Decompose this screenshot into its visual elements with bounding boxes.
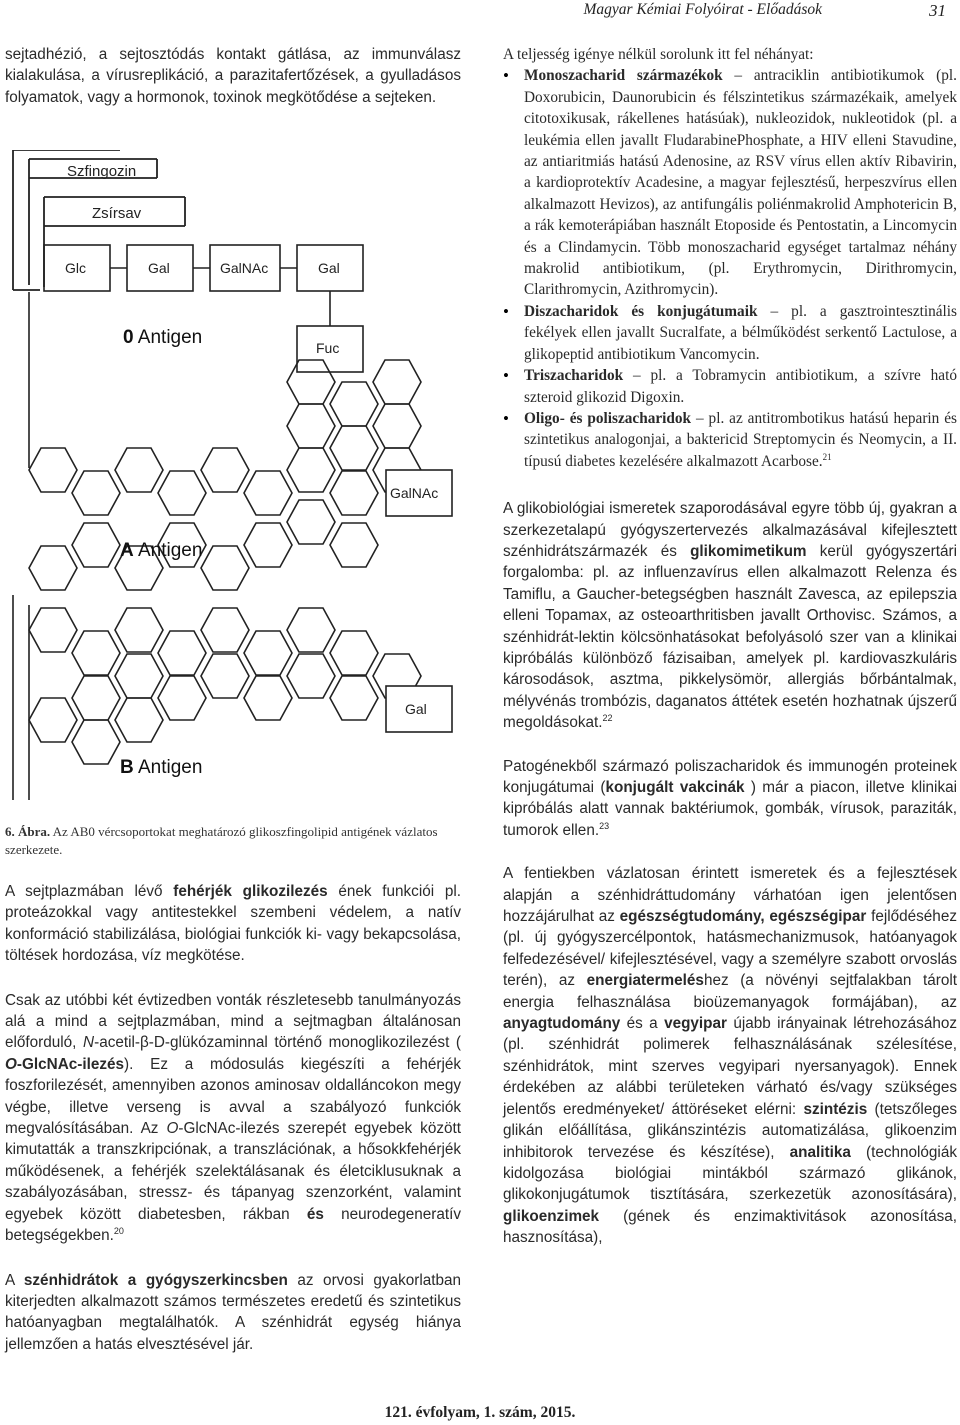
- ref-22: 22: [602, 713, 613, 724]
- glc-label: Glc: [65, 260, 86, 276]
- lower-diagram: [13, 595, 452, 800]
- left-column: [5, 44, 461, 108]
- fuc-label: Fuc: [316, 340, 340, 356]
- figure-caption: [5, 823, 461, 859]
- ref-21: 21: [822, 451, 832, 462]
- galnac-label-2: GalNAc: [390, 485, 439, 501]
- gal-label-3: Gal: [405, 701, 427, 717]
- page-header: [0, 0, 960, 24]
- outlook-paragraph: A fentiekben vázlatosan érintett ismeretek és a fejlesztések alapján a szénhidráttudomány várhatóan igen jelentősen hozzájárulhat az egészségtudomány, egészségipar fejlődéséhez (pl. új gyógyszercélpontok, hatásmechanizmusok, hatóanyagok felfedezésével/ kifejlesztésével, vagy a személyre szabott orvoslás terén), az energiatermeléshez (a növényi sejtfalakban tárolt energia felhasználása bioüzemanyagok formájában), az anyagtudomány és a vegyipar újabb irányainak létrehozásához (pl. szénhidrát polimerek felhasználásának szélesítése, szénhidrátok, mint szerves vegyipari nyersanyagok). Ennek érdekében az alábbi területeken várható és/vagy szükséges jelentős eredményeket/ áttöréseket elérni: szintézis (tetszőleges glikán előállítása, glikánszintézis automatizálása, glikoenzim inhibitorok tervezése és készítése), analitika (technológiák kidolgozása biológiai mintákból származó glikánok, glikokonjugátumok tisztítására, szerkezetük azonosítására), glikoenzimek (gének és enzimaktivitások azonosítása, hasznosítása),: [503, 865, 957, 1247]
- list-intro: A teljesség igénye nélkül sorolunk itt fel néhányat:: [503, 46, 814, 63]
- a-antigen-label: A Antigen: [120, 540, 203, 561]
- figure-caption-label: 6. Ábra.: [5, 824, 51, 839]
- list-item: • Oligo- és poliszacharidok – pl. az antitrombotikus hatású heparin és szintetikus analogonjai, a baktericid Streptomycin és Neomycin, a II. típusú diabetes kezelésére alkalmazott Acarbose.$^{21}$: [503, 408, 957, 472]
- drug-list: [503, 65, 957, 472]
- journal-title: Magyar Kémiai Folyóirat - Előadások: [583, 1, 822, 18]
- upper-diagram: [13, 150, 452, 590]
- intro-paragraph: sejtadhézió, a sejtosztódás kontakt gátlása, az immunválasz kialakulása, a vírusreplikáció, a parazitafertőzések, a gyulladásos folyamatok, vagy a hormonok, toxinok megkötődése a sejteken.: [5, 46, 461, 106]
- o-glcnac-paragraph: Csak az utóbbi két évtizedben vonták részletesebb tanulmányozás alá a mind a sejtplazmában, mind a sejtmagban általánosan előforduló, N-acetil-β-D-glükózaminnal történő monoglikozilezést ( O-GlcNAc-ilezés). Ez a módosulás kiegészíti a fehérjék foszforilezését, amennyiben azonos aminosav oldalláncokon megy végbe, illetve verseng is avval a szabályozó funkciók megvalósításában. Az O-GlcNAc-ilezés szerepét egyebek között kimutatták a transzkripciónak, a transzlációnak, a hősokkfehérjék működésenek, a fehérjék szelektálásanak és életciklusuknak a szabályozásában, stressz- és tápanyag szenzorként, valamint egyebek között diabetesben, rákban és neurodegeneratív betegségekben.$^{20}$: [5, 991, 462, 1245]
- abo-antigen-figure: [0, 150, 470, 810]
- galnac-label-1: GalNAc: [220, 260, 269, 276]
- list-item: • Triszacharidok – pl. a Tobramycin antibiotikum, a szívre ható szteroid glikozid Digoxin.: [503, 365, 957, 408]
- glycosylation-paragraph: A sejtplazmában lévő fehérjék glikozilezés ének funkciói pl. proteázokkal vagy antitestekkel szembeni védelem, a natív konformáció stabilizálása, biológiai funkciók ki- vagy bekapcsolása, töltések hordozása, víz megkötése.: [5, 883, 461, 965]
- drug-carbohydrate-paragraph: A szénhidrátok a gyógyszerkincsben az orvosi gyakorlatban kiterjedten alkalmazott számos természetes eredetű és szintetikus hatóanyagban megtalálhatók. A szénhidrát egység hiánya jellemzően a hatás elvesztésével jár.: [5, 1271, 461, 1353]
- fatty-acid-label: Zsírsav: [92, 205, 142, 222]
- left-paragraphs: [5, 881, 461, 1355]
- ref-23: 23: [599, 820, 610, 831]
- page-number: 31: [929, 1, 946, 20]
- gal-label-1: Gal: [148, 260, 170, 276]
- list-item: • Diszacharidok és konjugátumaik – pl. a gasztrointesztinális fekélyek ellen javallt Sucralfate, a bélműködést serkentő Lactulose, a glikopeptid antibiotikum Vancomycin.: [503, 301, 957, 365]
- figure-caption-text: Az AB0 vércsoportokat meghatározó glikoszfingolipid antigének vázlatos szerkezete.: [5, 824, 438, 857]
- term-carbohydrates-in-drugs: szénhidrátok a gyógyszerkincsben: [23, 1271, 288, 1289]
- antigen-diagram: [0, 150, 470, 810]
- sphingosine-label: Szfingozin: [67, 163, 137, 180]
- b-antigen-label: B Antigen: [120, 757, 203, 778]
- o-antigen-label: 0 Antigen: [123, 327, 203, 348]
- vaccine-paragraph: Patogénekből származó poliszacharidok és immunogén proteinek konjugátumai (konjugált vakcinák ) már a piacon, illetve klinikai kipróbálás alatt vannak baktériumok, gombák, vírusok, paraziták, tumorok ellen.$^{23}$: [503, 757, 957, 839]
- list-item: • Monoszacharid származékok – antraciklin antibiotikumok (pl. Doxorubicin, Daunorubicin és félszintetikus származékaik, amelyek citotoxikusak, rákellenes hatásúak), nukleozidok, nukleotidok (pl. a leukémia ellen javallt FludarabinePhosphate, a HIV elleni Stavudine, az antiaritmiás hatású Adenosine, az RSV vírus ellen aktív Ribavirin, a kardioprotektív Acadesine, a magyar fejlesztésű, herpeszvírus ellen alkalmazott Hevizos), az antifungális poliénmakrolid Amphotericin B, a rák kemoterápiában használt Etoposide és Pentostatin, a Lincomycin és a Clindamycin. Több monoszacharid egységet tartalmaz néhány makrolid antibiotikum, (pl. Erythromycin, Dirithromycin, Clarithromycin, Azithromycin).: [503, 65, 957, 300]
- ref-20: 20: [113, 1226, 124, 1236]
- glycomimetic-paragraph: A glikobiológiai ismeretek szaporodásával egyre több új, gyakran a szerkezetalapú gyógyszertervezés alkalmazásával kifejlesztett szénhidrátszármazék és glikomimetikum kerül gyógyszertári forgalomba: pl. az influenzavírus ellen alkalmazott Relenza és Tamiflu, a Gaucher-betegségben használt Zavesca, az epilepszia elleni Topamax, az osteoarthritisben javallt Orthovisc. Számos, a szénhidrát-lektin kölcsönhatásokat befolyásoló szer van a klinikai kipróbálás különböző fázisaiban, amelyek pl. kardiovaszkuláris károsodások, asztma, pikkelysömör, allergiás bőrbántalmak, mélyvénás trombózis, daganatos áttétek esetén hozhatnak újszerű megoldásokat.$^{22}$: [503, 500, 958, 732]
- right-column: [503, 44, 957, 1249]
- page-footer: 121. évfolyam, 1. szám, 2015.: [384, 1404, 576, 1421]
- term-protein-glycosylation: fehérjék glikozilezés: [173, 883, 328, 900]
- gal-label-2: Gal: [318, 260, 340, 276]
